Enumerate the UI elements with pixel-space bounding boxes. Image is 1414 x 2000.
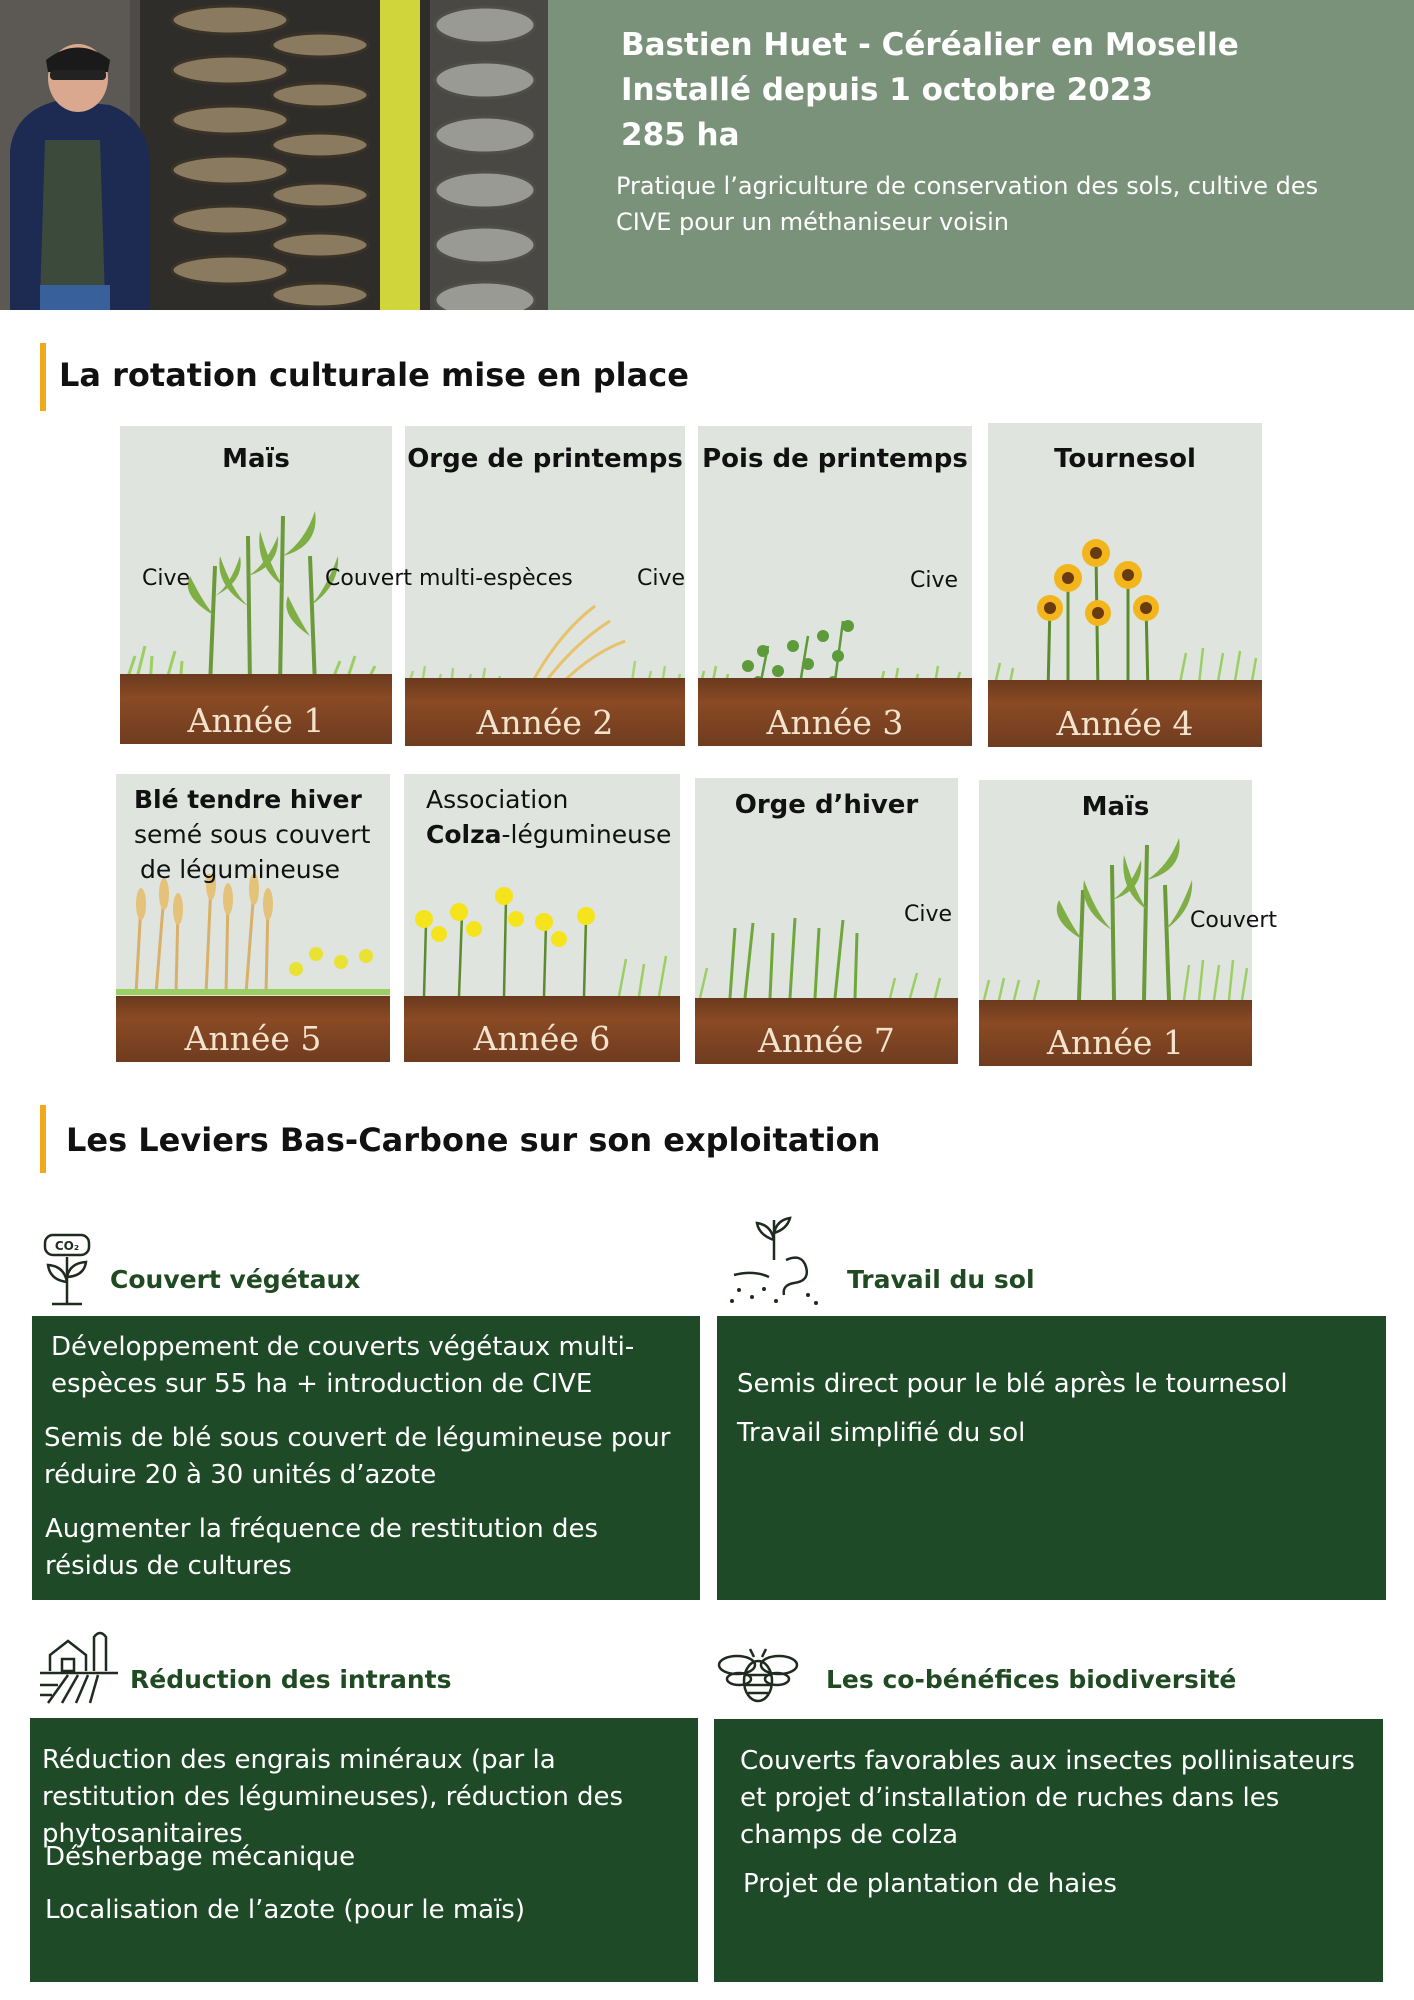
rotation-tile-year-1-repeat — [979, 780, 1277, 1066]
inputs-box — [30, 1718, 698, 1982]
crop-name-line1: Association — [426, 785, 569, 814]
section-accent-bar — [40, 1105, 46, 1173]
levers-section-title: Les Leviers Bas-Carbone sur son exploitation — [66, 1121, 881, 1159]
rotation-tile-year-3 — [698, 426, 972, 746]
sunflower-illustration — [988, 533, 1262, 703]
farm-description: Pratique l’agriculture de conservation des sols, cultive des CIVE pour un méthaniseur voisin — [616, 172, 1319, 236]
rotation-tile-year-6 — [404, 774, 680, 1062]
farmer-photo — [0, 0, 548, 310]
crop-name: Maïs — [222, 444, 290, 474]
covers-item: Développement de couverts végétaux multi-espèces sur 55 ha + introduction de CIVE — [51, 1332, 635, 1399]
soil-worm-icon — [724, 1215, 824, 1310]
year-label: Année 1 — [1047, 1023, 1184, 1062]
covers-item: Semis de blé sous couvert de légumineuse pour réduire 20 à 30 unités d’azote — [44, 1423, 671, 1490]
biodiversity-box — [714, 1719, 1383, 1982]
crop-name: Orge d’hiver — [734, 790, 919, 820]
year-label: Année 1 — [187, 701, 325, 740]
co2-plant-icon — [40, 1232, 94, 1310]
cive-label: Cive — [904, 902, 953, 927]
covers-item: Augmenter la fréquence de restitution des résidus de cultures — [45, 1514, 599, 1581]
inputs-item: Désherbage mécanique — [45, 1842, 356, 1872]
crop-name: Maïs — [1081, 792, 1150, 822]
cover-label: Couvert — [1190, 908, 1277, 933]
farmer-title: Bastien Huet - Céréalier en Moselle — [621, 27, 1239, 63]
inputs-item: Localisation de l’azote (pour le maïs) — [45, 1895, 525, 1925]
soil-item: Travail simplifié du sol — [737, 1418, 1026, 1448]
inputs-heading: Réduction des intrants — [130, 1665, 452, 1694]
year-label: Année 2 — [476, 703, 614, 742]
svg-text:CO₂: CO₂ — [54, 1239, 80, 1253]
year-label: Année 3 — [766, 703, 904, 742]
crop-name: Tournesol — [1054, 444, 1196, 474]
rotation-tile-year-4 — [988, 423, 1262, 747]
crop-name-line2: Colza-légumineuse — [426, 820, 672, 849]
cive-label: Cive — [142, 566, 191, 591]
year-label: Année 6 — [473, 1019, 611, 1058]
rapeseed-illustration — [404, 884, 680, 999]
farm-barn-icon — [38, 1627, 120, 1705]
rotation-section-title: La rotation culturale mise en place — [59, 356, 689, 394]
year-label: Année 4 — [1056, 704, 1194, 743]
wheat-illustration — [116, 874, 390, 999]
biodiversity-heading: Les co-bénéfices biodiversité — [826, 1665, 1237, 1694]
header-panel — [548, 0, 1414, 310]
year-label: Année 5 — [184, 1019, 322, 1058]
crop-name-line2: semé sous couvert — [134, 820, 371, 849]
cive-label: Cive — [637, 566, 686, 591]
soil-box — [717, 1316, 1386, 1600]
rotation-tile-year-2 — [325, 426, 686, 746]
biodiversity-item: Projet de plantation de haies — [743, 1869, 1117, 1899]
biodiversity-item: Couverts favorables aux insectes pollinisateurs et projet d’installation de ruches dans les champs de colza — [740, 1746, 1355, 1850]
cive-label: Cive — [910, 568, 959, 593]
covers-box — [32, 1316, 700, 1600]
year-label: Année 7 — [758, 1021, 895, 1060]
farm-area: 285 ha — [621, 117, 740, 153]
installation-date: Installé depuis 1 octobre 2023 — [621, 72, 1153, 108]
covers-heading: Couvert végétaux — [110, 1265, 361, 1294]
rotation-tile-year-7 — [695, 778, 958, 1064]
section-accent-bar — [40, 343, 46, 411]
bee-icon — [717, 1645, 799, 1707]
maize-illustration — [120, 496, 392, 696]
inputs-item: Réduction des engrais minéraux (par la restitution des légumineuses), réduction des phytosanitaires — [42, 1745, 624, 1849]
crop-name: Pois de printemps — [702, 444, 968, 474]
crop-name-line1: Blé tendre hiver — [134, 785, 362, 814]
rotation-tile-year-5 — [116, 774, 390, 1062]
crop-name: Orge de printemps — [407, 444, 683, 474]
soil-heading: Travail du sol — [847, 1265, 1035, 1294]
crop-name-line3: de légumineuse — [140, 855, 341, 884]
soil-item: Semis direct pour le blé après le tournesol — [737, 1369, 1288, 1399]
multi-species-cover-label: Couvert multi-espèces — [325, 566, 573, 591]
